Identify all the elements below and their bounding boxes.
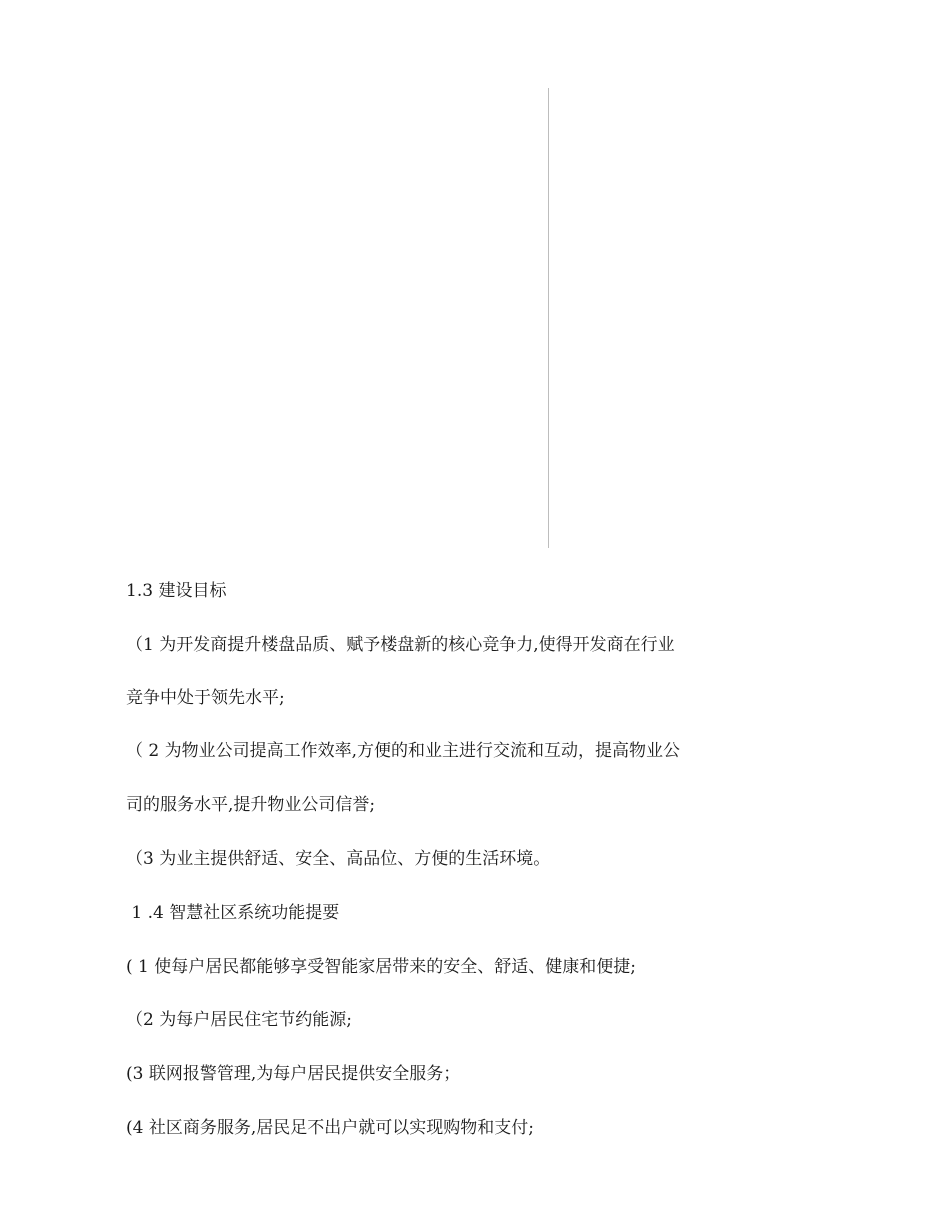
paragraph-line: 司的服务水平,提升物业公司信誉; [126,795,376,815]
paragraph-line: (3 联网报警管理,为每户居民提供安全服务； [126,1064,461,1084]
vertical-divider [548,88,549,548]
paragraph-line: （ 2 为物业公司提高工作效率,方便的和业主进行交流和互动，提高物业公 [126,741,681,761]
paragraph-line: （1 为开发商提升楼盘品质、赋予楼盘新的核心竞争力,使得开发商在行业 [126,635,675,655]
paragraph-line: （3 为业主提供舒适、安全、高品位、方便的生活环境。 [126,849,551,869]
paragraph-line: ( 1 使每户居民都能够享受智能家居带来的安全、舒适、健康和便捷; [126,957,636,977]
paragraph-line: 竞争中处于领先水平; [126,688,285,708]
paragraph-line: (4 社区商务服务,居民足不出户就可以实现购物和支付; [126,1118,534,1138]
section-heading-construction-goals: 1.3 建设目标 [126,581,227,601]
paragraph-line: （2 为每户居民住宅节约能源; [126,1010,352,1030]
section-heading-system-functions: 1 .4 智慧社区系统功能提要 [126,903,340,923]
